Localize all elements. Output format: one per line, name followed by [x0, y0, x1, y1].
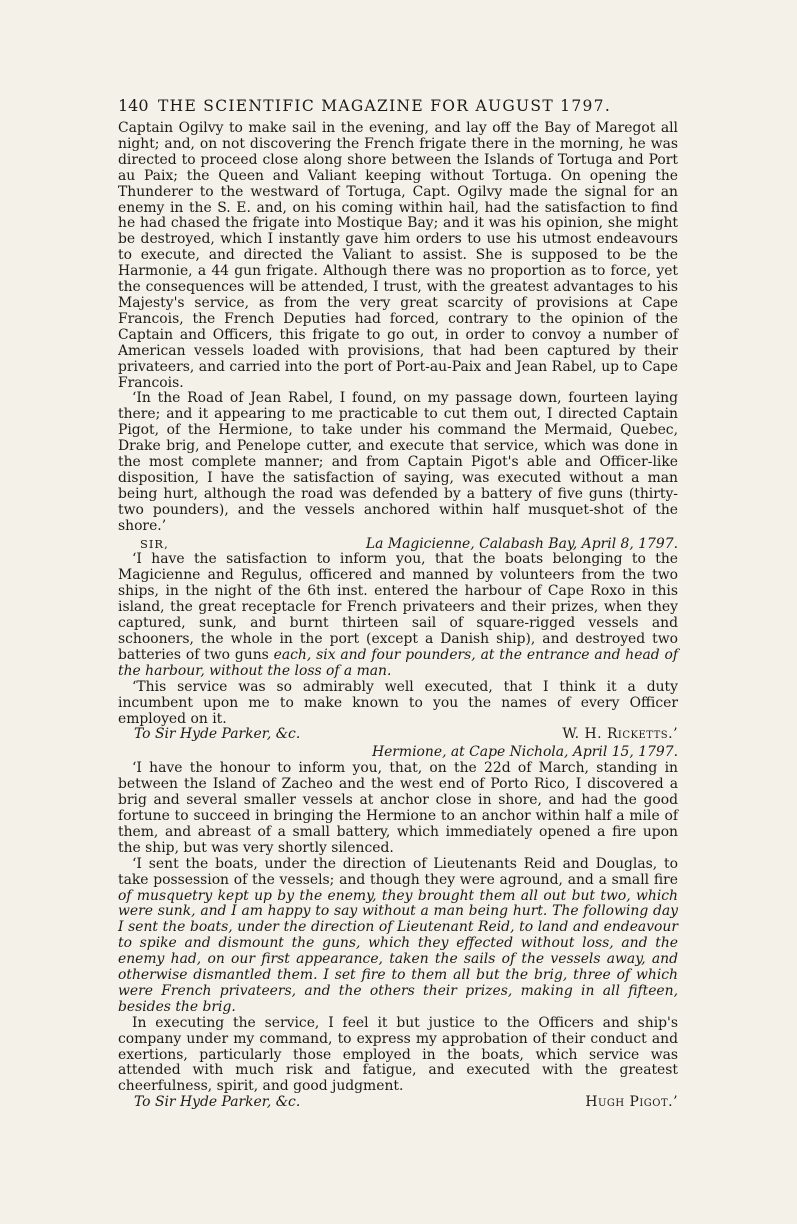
paragraph: In executing the service, I feel it but justice to the Officers and ship's company under my command, to express my approbation of their conduct and exertions, particularly those employed in the boats, which service was attended with much risk and fatigue, and executed with the greatest cheerfulness, spirit, and good judgment. — [118, 1014, 678, 1095]
dateline-text: La Magicienne, Calabash Bay, April 8, 1797. — [365, 535, 678, 552]
paragraph: ‘I have the honour to inform you, that, on the 22d of March, standing in between the Island of Zacheo and the west end of Porto Rico, I discovered a brig and several smaller vessels at anchor close in shore, and had the good fortune to succeed in bringing the Hermione to an anchor within half a mile of them, and abreast of a small battery, which immediately opened a fire upon the ship, but was very shortly silenced. — [118, 760, 678, 856]
addressee: To Sir Hyde Parker, &c. — [134, 726, 301, 743]
dateline — [118, 537, 678, 553]
paragraph — [118, 857, 678, 1016]
paragraph-text-italic: of musquetry kept up by the enemy, they brought them all out but two, which were sunk, and I am happy to say without a man being hurt. The following day I sent the boats, under the direction of Lieutenant Reid, to land and endeavour to spike and dismount the guns, which they effected without loss, and the enemy had, on our first appearance, taken the sails of the vessels away, and otherwise dismantled them. I set fire to them all but the brig, three of which were French privateers, and the others their prizes, making in all fifteen, besides the brig. — [118, 887, 678, 1015]
signatory: W. H. Ricketts.’ — [562, 726, 678, 743]
paragraph: ‘In the Road of Jean Rabel, I found, on my passage down, fourteen laying there; and it appearing to me practicable to cut them out, I directed Captain Pigot, of the Hermione, to take under his command the Mermaid, Quebec, Drake brig, and Penelope cutter, and execute that service, which was done in the most complete manner; and from Captain Pigot's able and Officer-like disposition, I have the satisfaction of saying, was executed without a man being hurt, although the road was defended by a battery of five guns (thirty-two pounders), and the vessels anchored within half musquet-shot of the shore.’ — [118, 390, 678, 534]
signature-line — [118, 1095, 678, 1111]
paragraph-text: ‘I have the satisfaction to inform you, that the boats belonging to the Magicienne and Regulus, officered and manned by volunteers from the two ships, in the night of the 6th inst. entered the harbour of Cape Roxo in this island, the great receptacle for French privateers and their prizes, when they captured, sunk, and burnt thirteen sail of square-rigged vessels and schooners, the whole in the port (except a Danish ship), and destroyed two batteries of two guns — [118, 551, 678, 663]
dateline — [118, 745, 678, 761]
paragraph — [118, 552, 678, 679]
running-title: THE SCIENTIFIC MAGAZINE FOR AUGUST 1797. — [158, 97, 612, 115]
page-number: 140 — [118, 96, 149, 115]
paragraph: Captain Ogilvy to make sail in the evening, and lay off the Bay of Maregot all night; and, on not discovering the French frigate there in the morning, he was directed to proceed close along shore between the Islands of Tortuga and Port au Paix; the Queen and Valiant keeping without Tortuga. On opening the Thunderer to the westward of Tortuga, Capt. Ogilvy made the signal for an enemy in the S. E. and, on his coming within hail, had the satisfaction to find he had chased the frigate into Mostique Bay; and it was his opinion, she might be destroyed, which I instantly gave him orders to use his utmost endeavours to execute, and directed the Valiant to assist. She is supposed to be the Harmonie, a 44 gun frigate. Although there was no proportion as to force, yet the consequences will be attended, I trust, with the greatest advantages to his Majesty's service, as from the very great scarcity of provisions at Cape Francois, the French Deputies had forced, contrary to the opinion of the Captain and Officers, this frigate to go out, in order to convoy a number of American vessels loaded with provisions, that had been captured by their privateers, and carried into the port of Port-au-Paix and Jean Rabel, up to Cape Francois. — [118, 120, 678, 391]
paragraph-text: ‘I sent the boats, under the direction of Lieutenants Reid and Douglas, to take possession of the vessels; and though they were aground, and a small fire — [118, 855, 678, 888]
paragraph: ‘This service was so admirably well executed, that I think it a duty incumbent upon me to make known to you the names of every Officer employed on it. — [118, 678, 678, 727]
dateline-text: Hermione, at Cape Nichola, April 15, 1797. — [371, 744, 678, 761]
running-header — [118, 96, 678, 115]
salutation: SIR, — [140, 536, 169, 551]
signatory: Hugh Pigot.’ — [585, 1094, 678, 1111]
signature-line — [118, 727, 678, 743]
addressee: To Sir Hyde Parker, &c. — [134, 1094, 301, 1111]
article-body — [118, 121, 678, 1111]
page — [118, 96, 678, 1111]
paragraph-text-italic: each, six and four pounders, at the entrance and head of the harbour, without the loss of a man. — [118, 646, 678, 679]
